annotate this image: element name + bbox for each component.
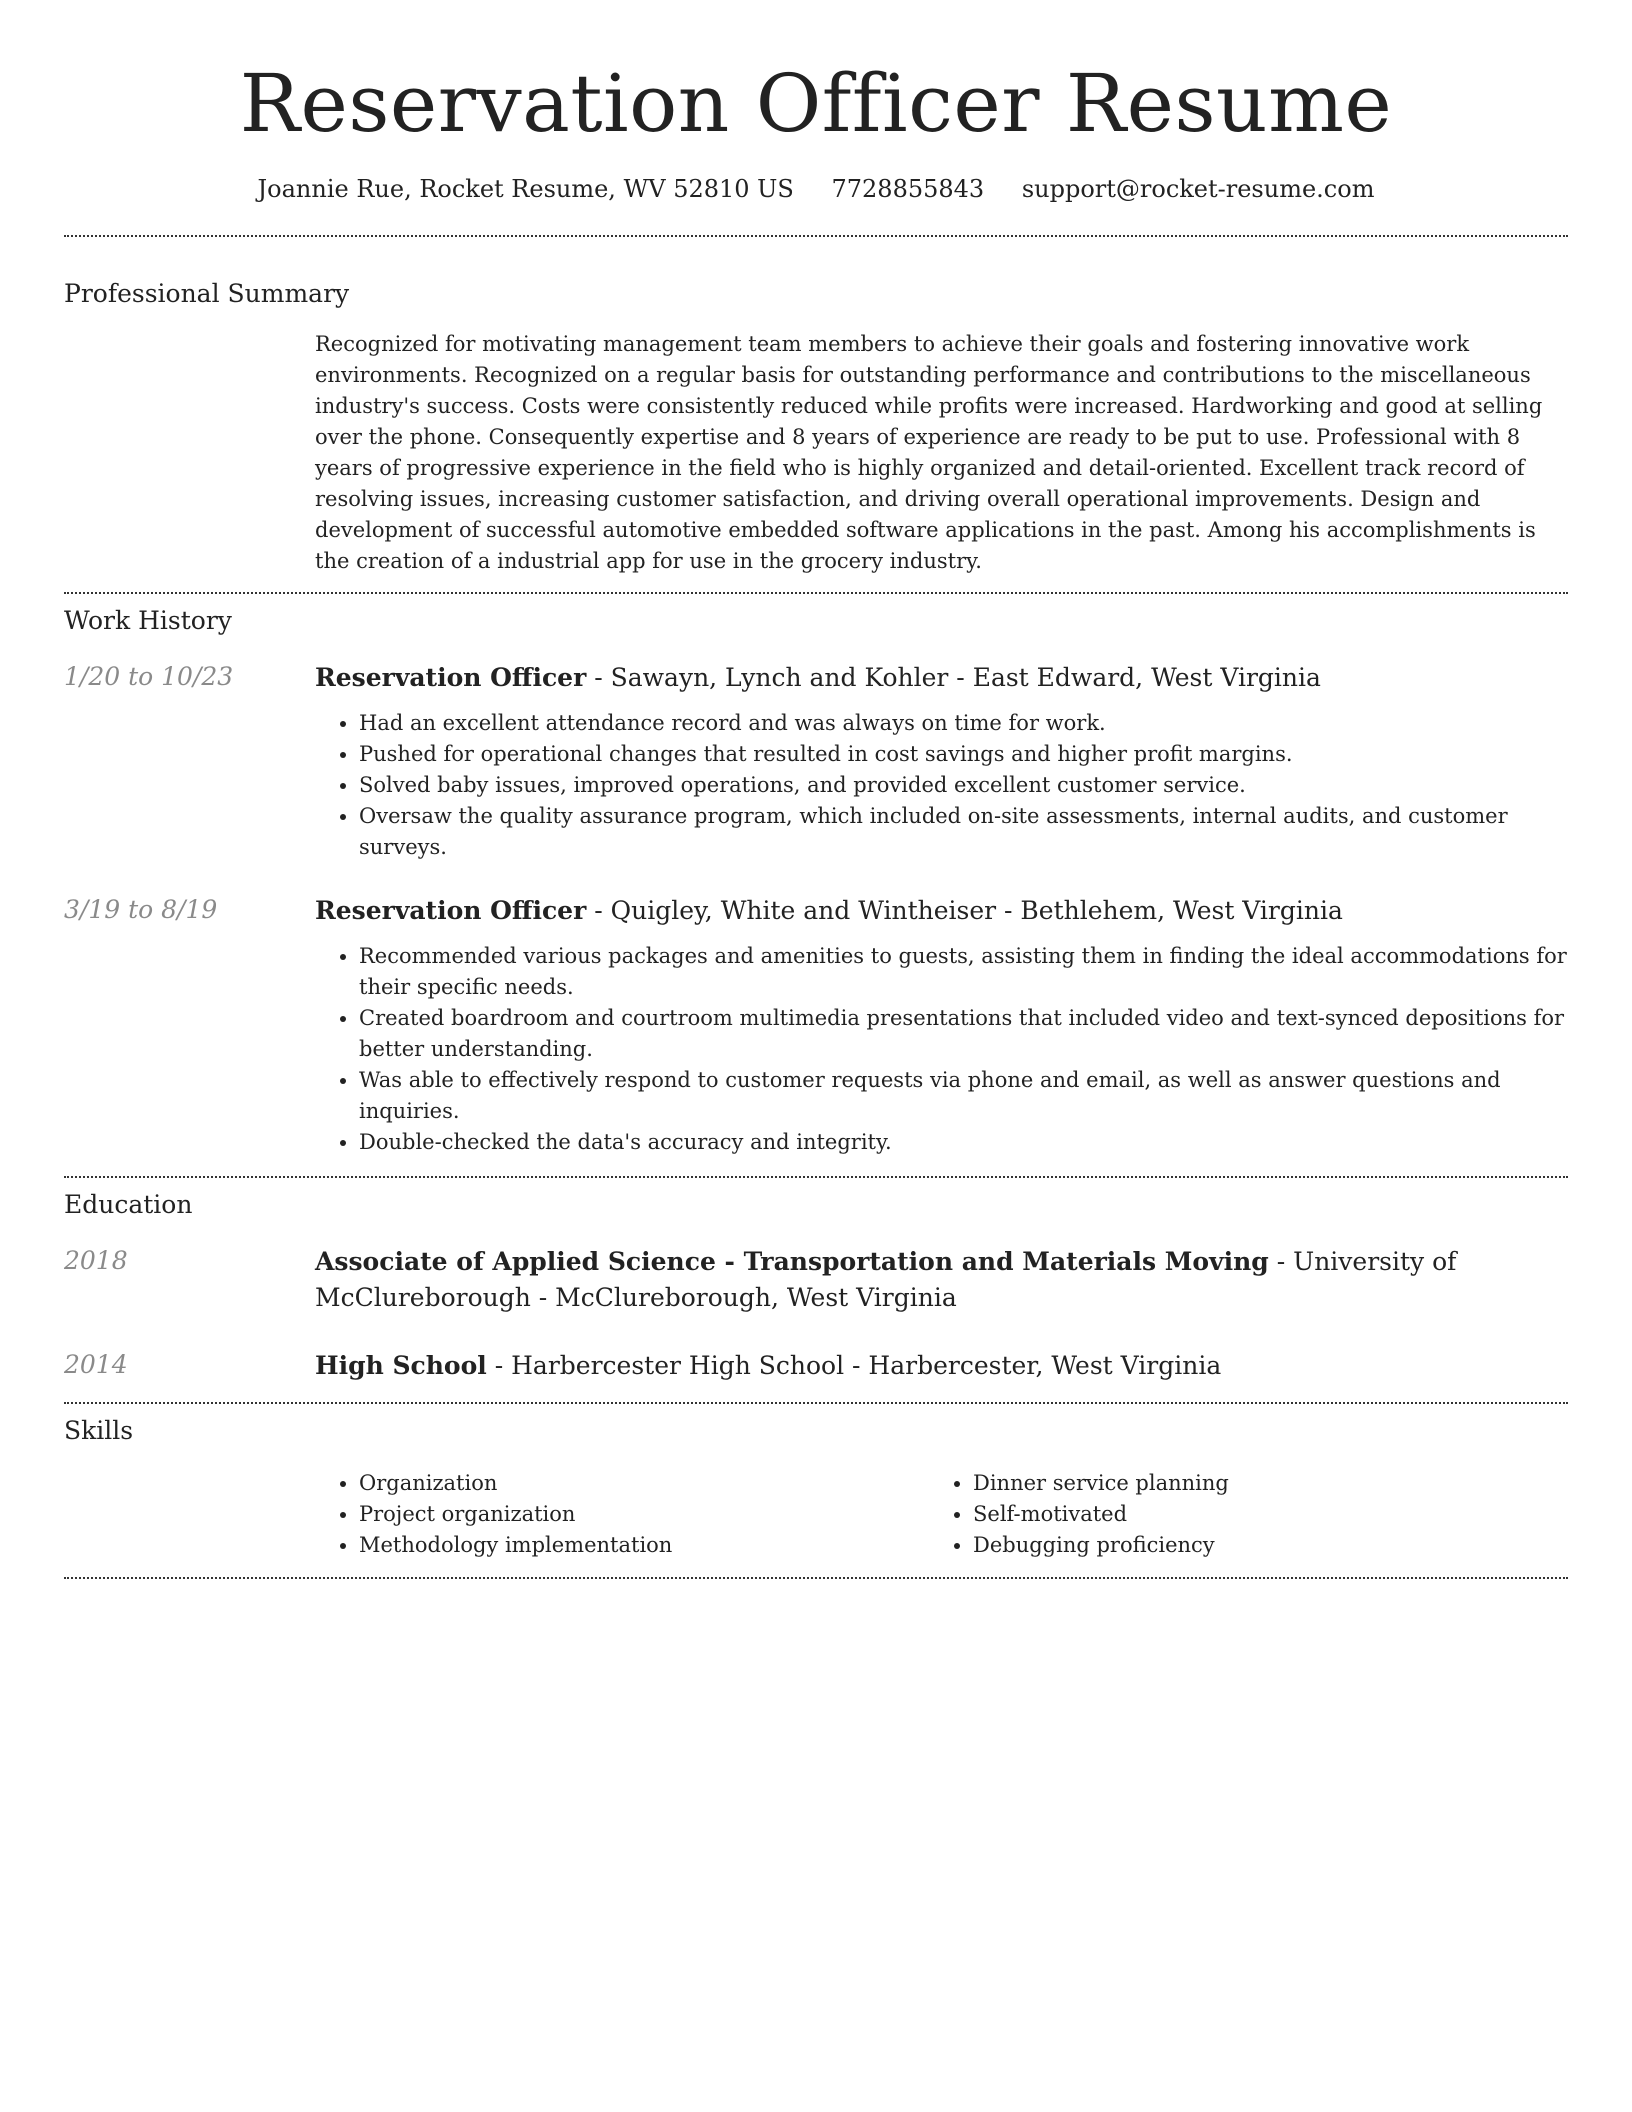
skills-spacer xyxy=(64,1468,315,1561)
skills-heading: Skills xyxy=(64,1416,134,1445)
divider xyxy=(64,592,1568,594)
contact-phone: 7728855843 xyxy=(831,175,985,203)
skill-item: • Project organization xyxy=(359,1499,929,1530)
divider xyxy=(64,1577,1568,1579)
skill-item: • Dinner service planning xyxy=(973,1468,1543,1499)
resume-page xyxy=(64,0,1568,1579)
skill-item: • Self-motivated xyxy=(973,1499,1543,1530)
education-year: 2018 xyxy=(64,1246,128,1275)
education-school-location: - University of McClureborough - McClureborough, West Virginia xyxy=(315,1247,1457,1312)
skills-columns xyxy=(315,1468,1568,1561)
education-degree: High School xyxy=(315,1351,487,1380)
list-item: • Solved baby issues, improved operations, and provided excellent customer service. xyxy=(359,770,1568,801)
list-item: • Oversaw the quality assurance program, which included on-site assessments, internal audits, and customer surveys. xyxy=(359,801,1568,863)
education-heading-line xyxy=(315,1348,1568,1384)
education-heading: Education xyxy=(64,1190,193,1219)
job-entry xyxy=(64,660,1568,863)
work-history-section xyxy=(64,604,1568,1158)
skill-item: • Debugging proficiency xyxy=(973,1530,1543,1561)
job-bullets xyxy=(315,941,1568,1158)
list-item: • Was able to effectively respond to customer requests via phone and email, as well as answer questions and inquiries. xyxy=(359,1065,1568,1127)
summary-section xyxy=(64,277,1568,577)
job-title: Reservation Officer xyxy=(315,896,587,925)
job-entry xyxy=(64,893,1568,1158)
education-section xyxy=(64,1188,1568,1384)
resume-title: Reservation Officer Resume xyxy=(239,57,1393,150)
skills-section xyxy=(64,1414,1568,1561)
job-title: Reservation Officer xyxy=(315,663,587,692)
job-heading xyxy=(315,893,1568,929)
job-bullets xyxy=(315,708,1568,863)
contact-email: support@rocket-resume.com xyxy=(1021,175,1375,203)
summary-text: Recognized for motivating management team members to achieve their goals and fostering innovative work environments. Recognized on a regular basis for outstanding performance and contributions to the miscellaneous industry's success. Costs were consistently reduced while profits were increased. Hardworking and good at selling over the phone. Consequently expertise and 8 years of experience are ready to be put to use. Professional with 8 years of progressive experience in the field who is highly organized and detail-oriented. Excellent track record of resolving issues, increasing customer satisfaction, and driving overall operational improvements. Design and development of successful automotive embedded software applications in the past. Among his accomplishments is the creation of a industrial app for use in the grocery industry. xyxy=(315,332,1543,573)
job-dates: 3/19 to 8/19 xyxy=(64,895,218,924)
job-company-location: - Quigley, White and Wintheiser - Bethlehem, West Virginia xyxy=(586,896,1343,925)
education-year: 2014 xyxy=(64,1350,128,1379)
list-item: • Pushed for operational changes that resulted in cost savings and higher profit margins. xyxy=(359,739,1568,770)
list-item: • Created boardroom and courtroom multimedia presentations that included video and text-synced depositions for better understanding. xyxy=(359,1003,1568,1065)
contact-line xyxy=(64,172,1568,206)
divider xyxy=(64,1402,1568,1404)
summary-heading: Professional Summary xyxy=(64,279,350,308)
education-school-location: - Harbercester High School - Harbercester, West Virginia xyxy=(486,1351,1222,1380)
job-heading xyxy=(315,660,1568,696)
skill-item: • Organization xyxy=(359,1468,929,1499)
summary-spacer xyxy=(64,329,315,577)
skills-list-right xyxy=(929,1468,1543,1561)
education-entry xyxy=(64,1244,1568,1316)
job-dates: 1/20 to 10/23 xyxy=(64,662,234,691)
skills-list-left xyxy=(315,1468,929,1561)
contact-address: Joannie Rue, Rocket Resume, WV 52810 US xyxy=(257,175,794,203)
education-heading-line xyxy=(315,1244,1568,1316)
list-item: • Recommended various packages and amenities to guests, assisting them in finding the ideal accommodations for their specific needs. xyxy=(359,941,1568,1003)
list-item: • Had an excellent attendance record and was always on time for work. xyxy=(359,708,1568,739)
divider xyxy=(64,235,1568,237)
skill-item: • Methodology implementation xyxy=(359,1530,929,1561)
work-history-heading: Work History xyxy=(64,606,232,635)
education-entry xyxy=(64,1348,1568,1384)
education-degree: Associate of Applied Science - Transportation and Materials Moving xyxy=(315,1247,1269,1276)
job-company-location: - Sawayn, Lynch and Kohler - East Edward, West Virginia xyxy=(586,663,1321,692)
list-item: • Double-checked the data's accuracy and integrity. xyxy=(359,1127,1568,1158)
divider xyxy=(64,1176,1568,1178)
